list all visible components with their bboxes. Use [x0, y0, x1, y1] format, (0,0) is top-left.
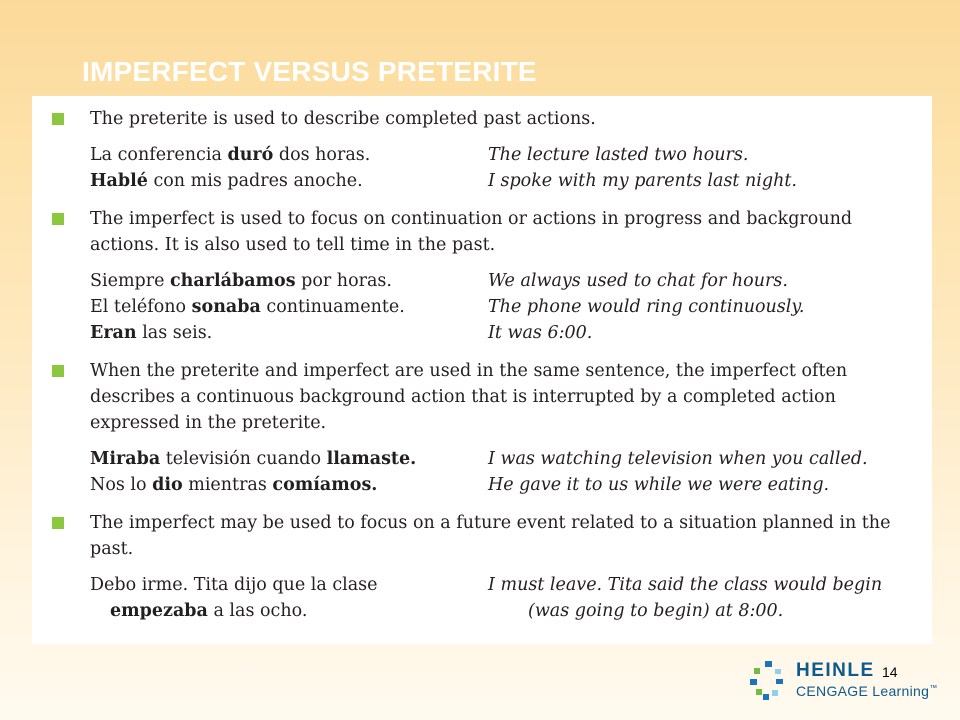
heinle-cengage-logo: [748, 657, 948, 707]
spanish-example: [90, 446, 488, 472]
square-bullet-icon: [52, 517, 64, 529]
spanish-example: [90, 294, 488, 320]
example-text: con mis padres anoche.: [147, 171, 363, 191]
logo-brand-cengage: [796, 683, 938, 699]
english-translation: He gave it to us while we were eating.: [488, 475, 830, 495]
example-text: Nos lo: [90, 475, 153, 495]
example-text: las seis.: [136, 323, 213, 343]
highlighted-verb: charlábamos: [170, 271, 296, 291]
example-row: [90, 268, 922, 294]
spanish-example: [90, 572, 488, 598]
english-translation: I must leave. Tita said the class would begin: [488, 575, 883, 595]
grammar-rule-text: When the preterite and imperfect are used in the same sentence, the imperfect often describes a continuous background action that is interrupted by a completed action expressed in the preterite.: [90, 361, 848, 433]
example-row: [90, 168, 922, 194]
grammar-rule-text: The imperfect is used to focus on continuation or actions in progress and background actions. It is also used to tell time in the past.: [90, 209, 853, 255]
spanish-example: [90, 168, 488, 194]
logo-sub-text: CENGAGE Learning: [796, 683, 930, 699]
english-translation: I was watching television when you called.: [488, 449, 868, 469]
example-list: [90, 446, 922, 498]
spanish-example: [90, 142, 488, 168]
english-translation: (was going to begin) at 8:00.: [528, 601, 784, 621]
example-text: Debo irme. Tita dijo que la clase: [90, 575, 378, 595]
example-row: [90, 598, 922, 624]
example-row: [90, 142, 922, 168]
grammar-point: [52, 106, 922, 194]
example-row: [90, 446, 922, 472]
example-text: por horas.: [295, 271, 392, 291]
content-panel: [32, 96, 932, 644]
grammar-point: [52, 510, 922, 624]
example-list: [90, 268, 922, 346]
slide-number: 14: [882, 664, 898, 680]
example-text: dos horas.: [273, 145, 371, 165]
english-translation: It was 6:00.: [488, 323, 593, 343]
example-list: [90, 142, 922, 194]
example-text: La conferencia: [90, 145, 228, 165]
grammar-rule-text: The imperfect may be used to focus on a future event related to a situation planned in the past.: [90, 513, 891, 559]
slide-title: IMPERFECT VERSUS PRETERITE: [82, 56, 537, 87]
english-translation: I spoke with my parents last night.: [488, 171, 797, 191]
example-row: [90, 320, 922, 346]
logo-brand-heinle: HEINLE: [796, 660, 875, 681]
example-text: continuamente.: [260, 297, 405, 317]
highlighted-verb: empezaba: [110, 601, 208, 621]
example-list: [90, 572, 922, 624]
grammar-points: [52, 106, 922, 624]
grammar-rule-text: The preterite is used to describe completed past actions.: [90, 109, 596, 129]
example-row: [90, 294, 922, 320]
example-row: [90, 472, 922, 498]
spanish-example: [90, 598, 508, 624]
english-translation: The phone would ring continuously.: [488, 297, 805, 317]
highlighted-verb: Miraba: [90, 449, 161, 469]
square-bullet-icon: [52, 213, 64, 225]
highlighted-verb: dio: [152, 475, 183, 495]
highlighted-verb: llamaste.: [326, 449, 417, 469]
highlighted-verb: duró: [227, 145, 274, 165]
spanish-example: [90, 268, 488, 294]
example-text: mientras: [182, 475, 273, 495]
english-translation: The lecture lasted two hours.: [488, 145, 749, 165]
example-text: a las ocho.: [207, 601, 308, 621]
highlighted-verb: comíamos.: [272, 475, 378, 495]
square-bullet-icon: [52, 365, 64, 377]
example-text: televisión cuando: [160, 449, 327, 469]
grammar-point: [52, 358, 922, 498]
square-bullet-icon: [52, 113, 64, 125]
highlighted-verb: Hablé: [90, 171, 148, 191]
example-text: Siempre: [90, 271, 171, 291]
example-text: El teléfono: [90, 297, 192, 317]
grammar-point: [52, 206, 922, 346]
highlighted-verb: sonaba: [191, 297, 261, 317]
spanish-example: [90, 472, 488, 498]
spanish-example: [90, 320, 488, 346]
example-row: [90, 572, 922, 598]
english-translation: We always used to chat for hours.: [488, 271, 788, 291]
cengage-starburst-icon: [748, 659, 788, 701]
logo-trademark: ™: [929, 683, 938, 693]
highlighted-verb: Eran: [90, 323, 137, 343]
